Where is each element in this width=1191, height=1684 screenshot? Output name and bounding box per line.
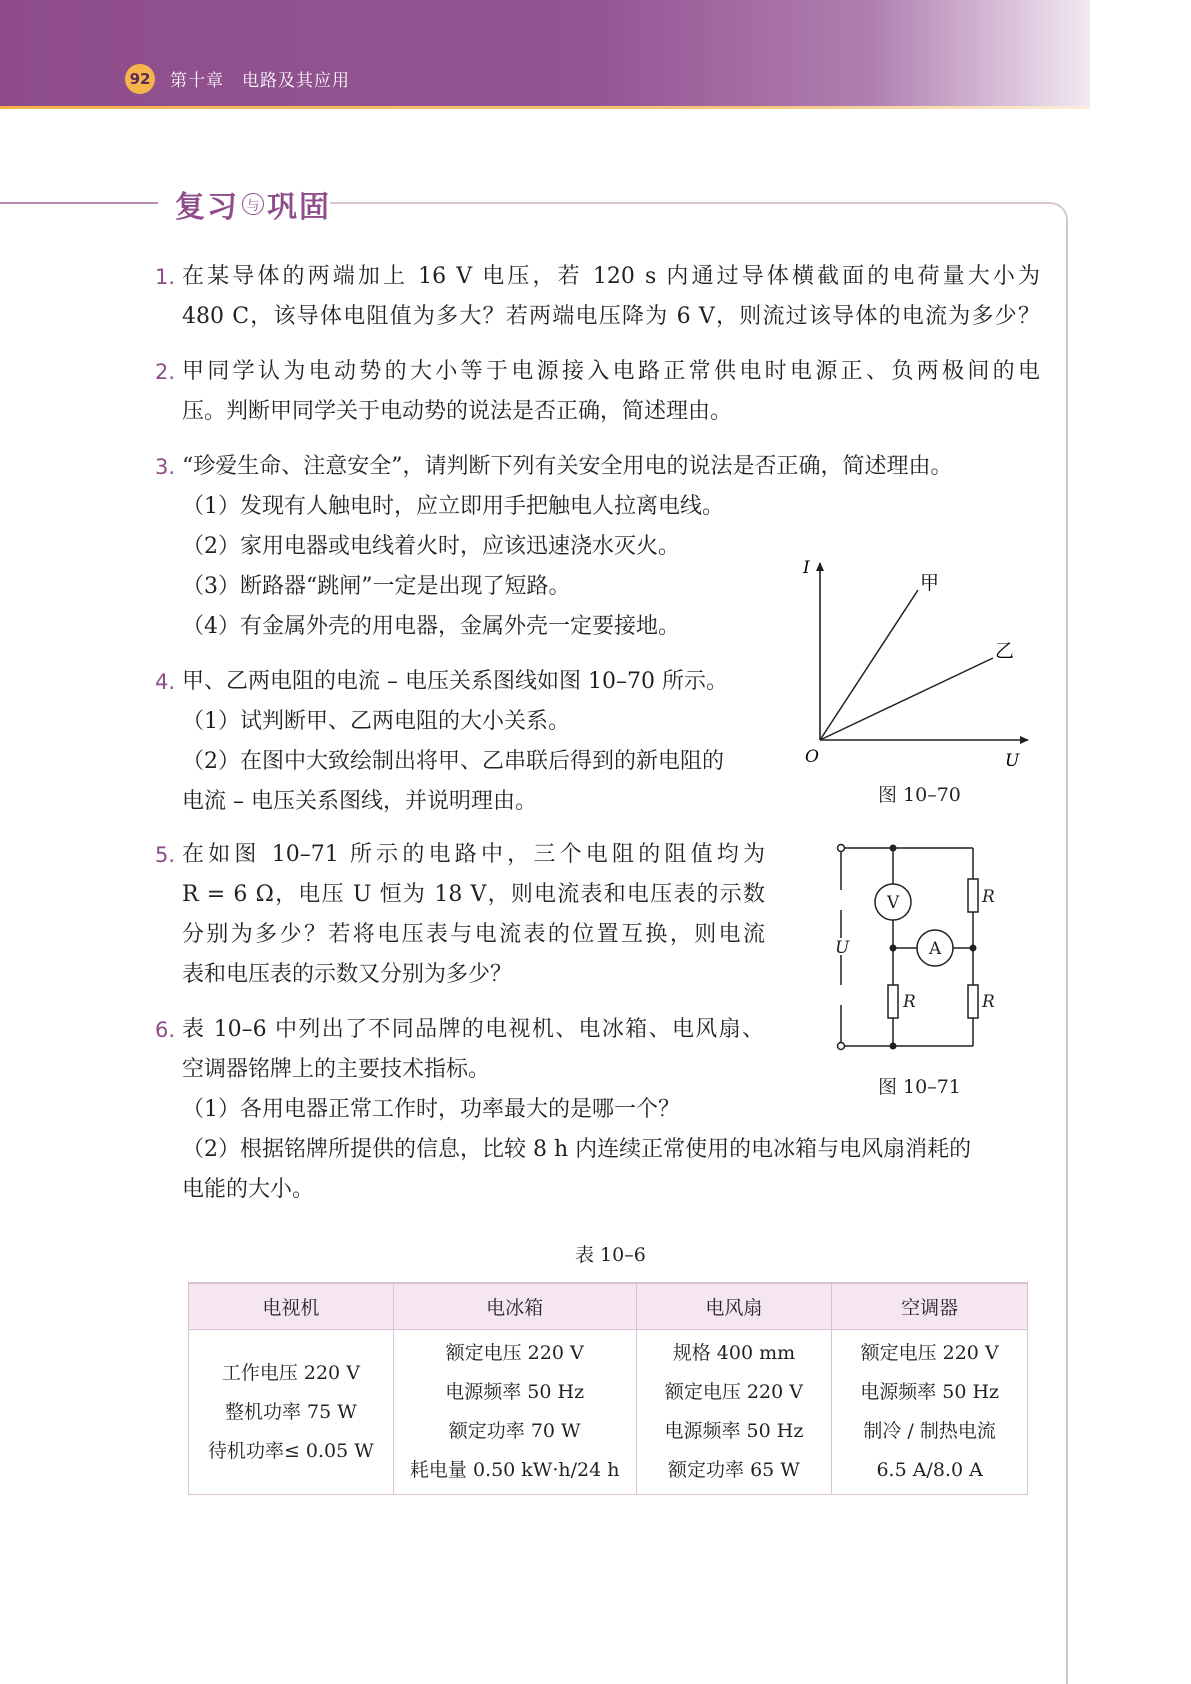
terminal-top	[838, 845, 845, 852]
spec-line: 额定电压 220 V	[860, 1342, 999, 1364]
y-axis-label: I	[803, 558, 810, 578]
header-divider	[0, 106, 1090, 109]
table-header-cell: 电风扇	[636, 1283, 832, 1330]
section-title-left: 复习	[175, 190, 239, 225]
x-axis-label: U	[1005, 751, 1020, 771]
sub-question: （1）试判断甲、乙两电阻的大小关系。	[182, 709, 570, 734]
table-cell-ac	[832, 1330, 1028, 1495]
spec-line: 电源频率 50 Hz	[664, 1420, 804, 1442]
question-text-line: 空调器铭牌上的主要技术指标。	[182, 1057, 491, 1082]
origin-label: O	[805, 747, 819, 767]
spec-line: 工作电压 220 V	[221, 1361, 360, 1384]
page-header	[0, 0, 1090, 106]
spec-line: 6.5 A/8.0 A	[876, 1459, 983, 1481]
table-cell-fan	[636, 1330, 832, 1495]
question-text-line: R = 6 Ω，电压 U 恒为 18 V，则电流表和电压表的示数	[182, 882, 765, 907]
section-rule-left	[0, 202, 158, 204]
table-row	[189, 1330, 1028, 1495]
question-number: 5.	[155, 843, 176, 867]
chapter-title: 电路及其应用	[242, 71, 350, 91]
question-number: 1.	[155, 265, 176, 289]
junction-dot	[890, 845, 897, 852]
spec-line: 耗电量 0.50 kW·h/24 h	[409, 1459, 620, 1481]
question-text-line: 甲、乙两电阻的电流 – 电压关系图线如图 10–70 所示。	[182, 669, 728, 694]
voltage-label: U	[835, 938, 850, 958]
sub-question: （2）在图中大致绘制出将甲、乙串联后得到的新电阻的	[182, 749, 724, 774]
section-frame	[1038, 202, 1068, 1684]
section-title-right: 巩固	[267, 190, 331, 225]
table-title: 表 10–6	[575, 1244, 646, 1266]
figure-10-71-circuit	[825, 835, 995, 1057]
resistor-label: R	[903, 992, 916, 1012]
question-2	[155, 352, 1040, 432]
figure-10-70-graph	[800, 555, 1040, 780]
question-text-line: 压。判断甲同学关于电动势的说法是否正确，简述理由。	[182, 399, 733, 424]
resistor-middle	[888, 985, 898, 1018]
question-1	[155, 257, 1040, 337]
resistor-top-right	[968, 879, 978, 912]
page-number-badge: 92	[125, 64, 155, 94]
spec-line: 待机功率≤ 0.05 W	[207, 1439, 374, 1462]
spec-line: 制冷 / 制热电流	[863, 1420, 996, 1442]
spec-line: 整机功率 75 W	[224, 1400, 357, 1423]
junction-dot	[890, 1043, 897, 1050]
ammeter-label: A	[929, 939, 942, 959]
junction-dot	[890, 945, 897, 952]
table-cell-fridge	[393, 1330, 636, 1495]
sub-question: （3）断路器“跳闸”一定是出现了短路。	[182, 574, 571, 599]
resistor-label: R	[982, 992, 995, 1012]
junction-dot	[970, 945, 977, 952]
question-text-line: 表和电压表的示数又分别为多少？	[182, 962, 513, 987]
question-text-line: 480 C，该导体电阻值为多大？若两端电压降为 6 V，则流过该导体的电流为多少？	[182, 304, 1040, 329]
sub-question: 电流 – 电压关系图线，并说明理由。	[182, 789, 537, 814]
question-text-line: 分别为多少？若将电压表与电流表的位置互换，则电流	[182, 922, 765, 947]
figure-10-71-caption: 图 10–71	[878, 1076, 961, 1098]
resistor-bottom-right	[968, 985, 978, 1018]
question-text-line: “珍爱生命、注意安全”，请判断下列有关安全用电的说法是否正确，简述理由。	[182, 454, 953, 479]
spec-line: 额定功率 65 W	[668, 1459, 800, 1481]
question-text-line: 在某导体的两端加上 16 V 电压，若 120 s 内通过导体横截面的电荷量大小为	[182, 264, 1040, 289]
terminal-bottom	[838, 1043, 845, 1050]
question-text-line: 在如图 10–71 所示的电路中，三个电阻的阻值均为	[182, 842, 765, 867]
question-number: 4.	[155, 670, 176, 694]
spec-line: 电源频率 50 Hz	[860, 1381, 1000, 1403]
question-text-line: 表 10–6 中列出了不同品牌的电视机、电冰箱、电风扇、	[182, 1017, 764, 1042]
sub-question: （4）有金属外壳的用电器，金属外壳一定要接地。	[182, 614, 680, 639]
spec-line: 额定电压 220 V	[445, 1342, 584, 1364]
table-cell-tv	[189, 1330, 394, 1495]
question-number: 2.	[155, 360, 176, 384]
table-header-cell: 电冰箱	[393, 1283, 636, 1330]
section-rule-right	[330, 202, 1050, 204]
table-header-row	[189, 1283, 1028, 1330]
question-number: 3.	[155, 455, 176, 479]
section-title	[175, 182, 331, 226]
question-4	[155, 662, 765, 822]
table-header-cell: 电视机	[189, 1283, 394, 1330]
spec-line: 额定功率 70 W	[448, 1420, 581, 1442]
sub-question: 电能的大小。	[182, 1177, 315, 1202]
section-title-connector: 与	[242, 193, 264, 215]
sub-question: （2）根据铭牌所提供的信息，比较 8 h 内连续正常使用的电冰箱与电风扇消耗的	[182, 1137, 972, 1162]
table-header-cell: 空调器	[832, 1283, 1028, 1330]
question-5	[155, 835, 765, 995]
appliance-spec-table	[188, 1282, 1028, 1495]
voltmeter-label: V	[887, 893, 900, 913]
sub-question: （1）发现有人触电时，应立即用手把触电人拉离电线。	[182, 494, 724, 519]
chapter-heading	[170, 66, 350, 91]
spec-line: 规格 400 mm	[672, 1342, 796, 1364]
figure-10-70-caption: 图 10–70	[878, 784, 961, 806]
line-yi-label: 乙	[995, 640, 1015, 662]
resistor-label: R	[982, 887, 995, 907]
sub-question: （1）各用电器正常工作时，功率最大的是哪一个？	[182, 1097, 680, 1122]
chapter-number: 第十章	[170, 71, 224, 91]
spec-line: 额定电压 220 V	[664, 1381, 803, 1403]
question-number: 6.	[155, 1018, 176, 1042]
line-jia-label: 甲	[920, 572, 940, 594]
sub-question: （2）家用电器或电线着火时，应该迅速浇水灭火。	[182, 534, 680, 559]
question-text-line: 甲同学认为电动势的大小等于电源接入电路正常供电时电源正、负两极间的电	[182, 359, 1040, 384]
spec-line: 电源频率 50 Hz	[445, 1381, 585, 1403]
